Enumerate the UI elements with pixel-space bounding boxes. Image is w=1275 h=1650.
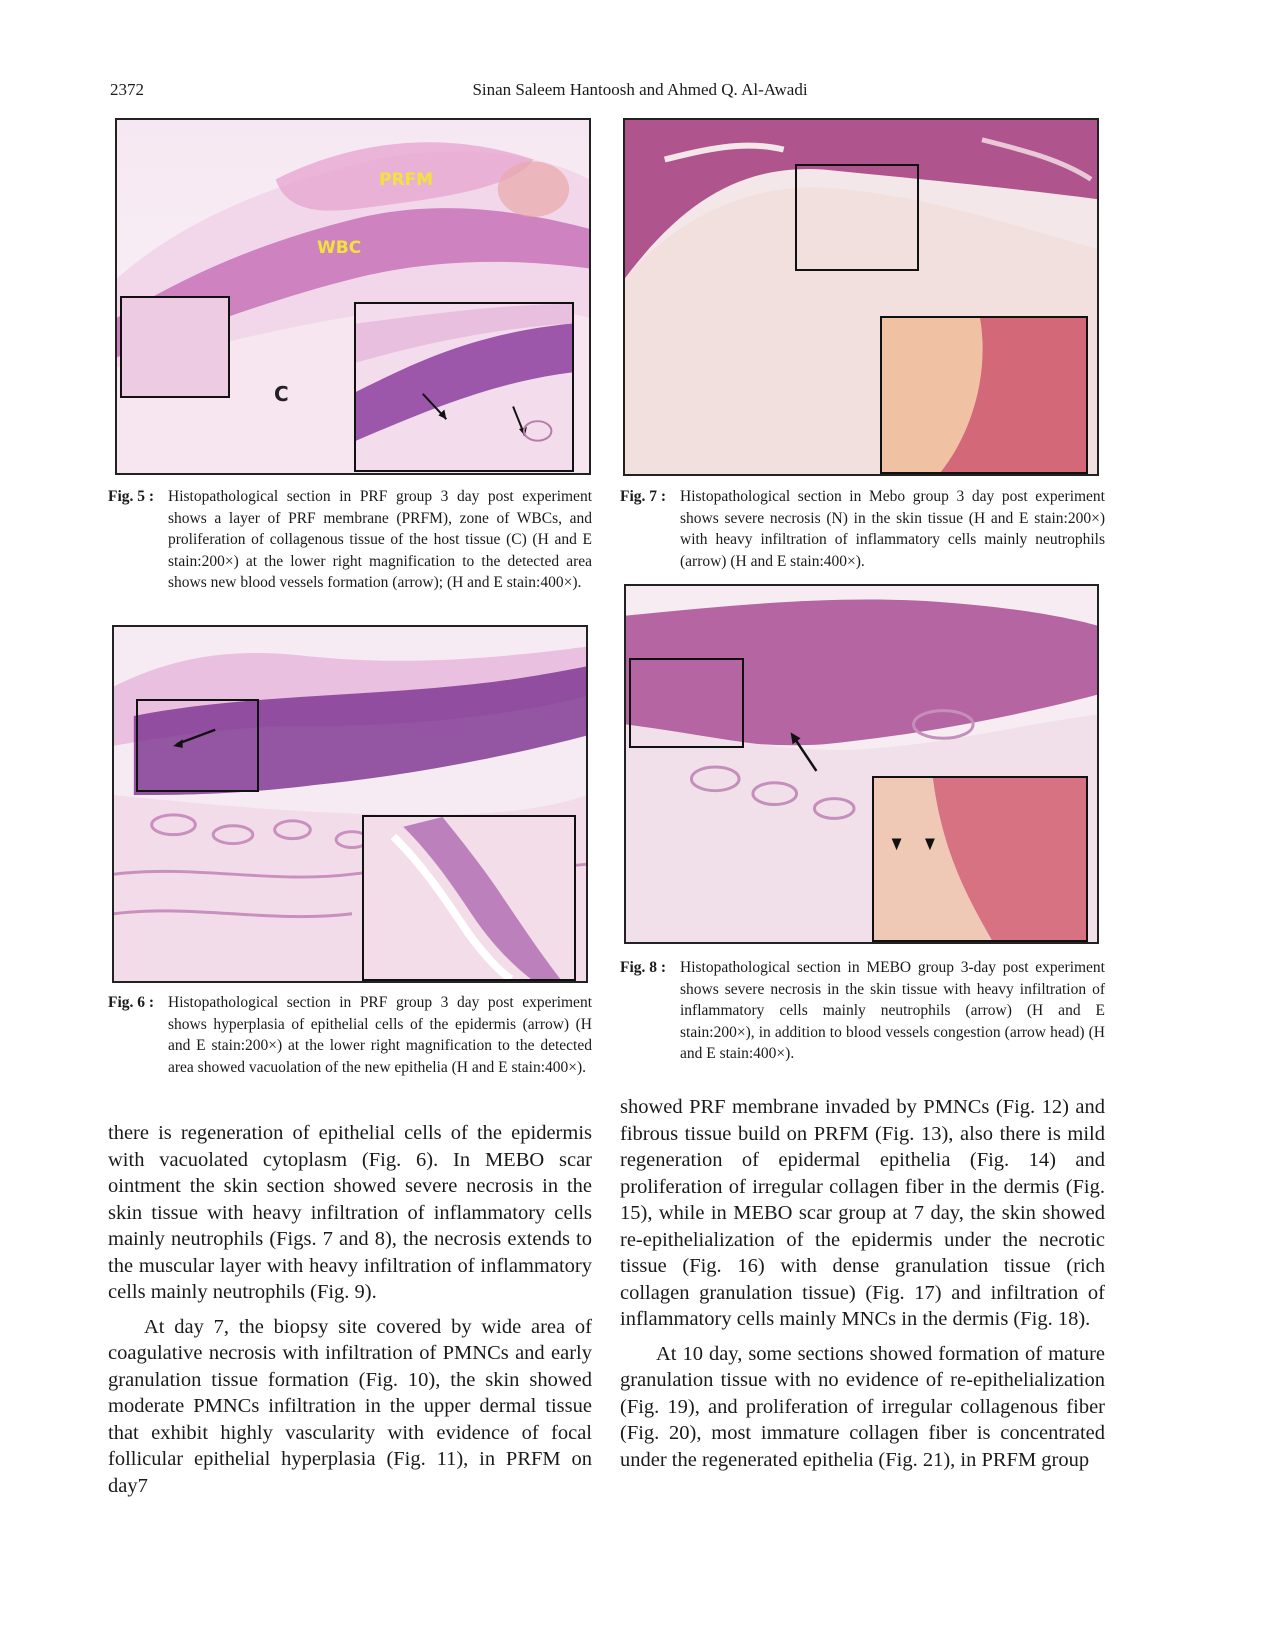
magnified-inset	[354, 302, 574, 472]
right-paragraph-2: At 10 day, some sections showed formation of mature granulation tissue with no evidence of re-epithelialization (Fig. 19), and proliferation of irregular collagenous fiber (Fig. 20), most immature collagen fiber is concentrated under the regenerated epithelia (Fig. 21), in PRFM group	[620, 1342, 1105, 1471]
magnified-inset	[362, 815, 576, 981]
label-c: C	[274, 382, 289, 406]
figure-6-caption-text: Histopathological section in PRF group 3 day post experiment shows hyperplasia of epithelial cells of the epidermis (arrow) (H and E stain:200×) at the lower right magnification to the detected area showed vacuolation of the new epithelia (H and E stain:400×).	[168, 994, 592, 1076]
label-prfm: PRFM	[379, 170, 434, 190]
figure-8-micrograph	[624, 584, 1099, 944]
selected-area-box	[136, 699, 259, 792]
page-number: 2372	[110, 80, 144, 99]
figure-8-number: Fig. 8 :	[620, 959, 667, 976]
figure-6-number: Fig. 6 :	[108, 994, 155, 1011]
label-wbc: WBC	[317, 238, 362, 258]
figure-7-caption	[620, 486, 1105, 572]
right-paragraph-1: showed PRF membrane invaded by PMNCs (Fig. 12) and fibrous tissue build on PRFM (Fig. 13), also there is mild regeneration of epidermal epithelia (Fig. 14) and proliferation of irregular collagen fiber in the dermis (Fig. 15), while in MEBO scar group at 7 day, the skin showed re-epithelialization of the epidermis under the necrotic tissue (Fig. 16) with dense granulation tissue (rich collagen granulation tissue) (Fig. 17) and infiltration of inflammatory cells mainly MNCs in the dermis (Fig. 18).	[620, 1096, 1105, 1330]
figure-7-micrograph	[623, 118, 1099, 476]
left-paragraph-1: there is regeneration of epithelial cells of the epidermis with vacuolated cytoplasm (Fig. 6). In MEBO scar ointment the skin section showed severe necrosis in the skin tissue with heavy infiltration of inflammatory cells mainly neutrophils (Figs. 7 and 8), the necrosis extends to the muscular layer with heavy infiltration of inflammatory cells mainly neutrophils (Fig. 9).	[108, 1122, 592, 1303]
figure-7-number: Fig. 7 :	[620, 488, 667, 505]
figure-8-caption-text: Histopathological section in MEBO group 3-day post experiment shows severe necrosis in the skin tissue with heavy infiltration of inflammatory cells mainly neutrophils (arrow) (H and E stain:200×), in addition to blood vessels congestion (arrow head) (H and E stain:400×).	[680, 959, 1105, 1062]
figure-6-micrograph	[112, 625, 588, 983]
figure-5-micrograph	[115, 118, 591, 475]
figure-7-caption-text: Histopathological section in Mebo group 3 day post experiment shows severe necrosis (N) in the skin tissue (H and E stain:200×) with heavy infiltration of inflammatory cells mainly neutrophils (arrow) (H and E stain:400×).	[680, 488, 1105, 570]
left-paragraph-2: At day 7, the biopsy site covered by wide area of coagulative necrosis with infiltration of PMNCs and early granulation tissue formation (Fig. 10), the skin showed moderate PMNCs infiltration in the upper dermal tissue that exhibit highly vascularity with evidence of focal follicular epithelial hyperplasia (Fig. 11), in PRFM on day7	[108, 1315, 592, 1497]
selected-area-box	[629, 658, 744, 748]
running-header-authors: Sinan Saleem Hantoosh and Ahmed Q. Al-Awadi	[472, 80, 808, 99]
left-column-text	[108, 1120, 592, 1507]
figure-6-caption	[108, 992, 592, 1078]
figure-5-caption-text: Histopathological section in PRF group 3 day post experiment shows a layer of PRF membrane (PRFM), zone of WBCs, and proliferation of collagenous tissue of the host tissue (C) (H and E stain:200×) at the lower right magnification to the detected area shows new blood vessels formation (arrow); (H and E stain:400×).	[168, 488, 592, 591]
selected-area-box	[795, 164, 919, 271]
right-column-text	[620, 1094, 1105, 1481]
selected-area-box	[120, 296, 230, 398]
figure-8-caption	[620, 957, 1105, 1065]
magnified-inset	[880, 316, 1088, 474]
figure-5-number: Fig. 5 :	[108, 488, 155, 505]
figure-5-caption	[108, 486, 592, 594]
magnified-inset	[872, 776, 1088, 942]
